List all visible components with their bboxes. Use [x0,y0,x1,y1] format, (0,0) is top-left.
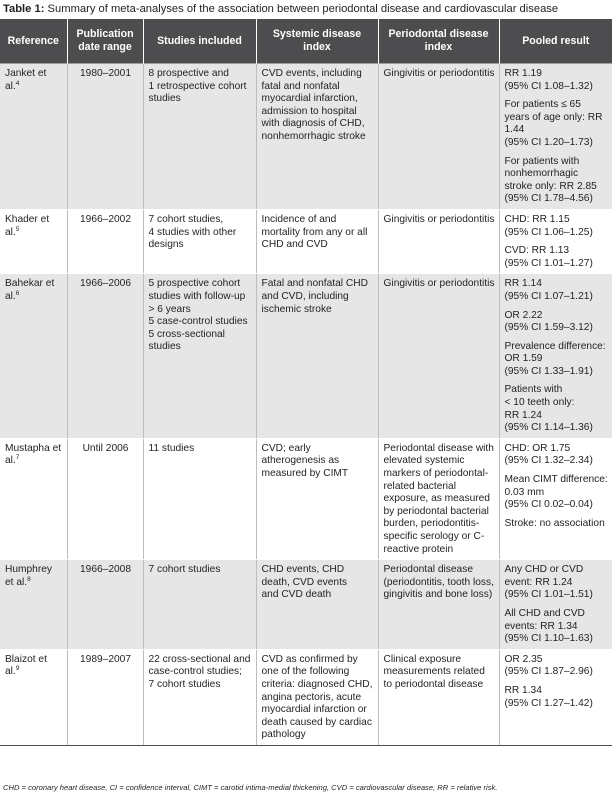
date-range-text: 1989–2007 [80,653,131,665]
cell-systemic-disease-index [256,209,378,273]
cell-periodontal-disease-index [378,274,499,439]
cell-reference [0,64,67,210]
cell-date-range [67,560,143,650]
table-row [0,560,612,650]
cell-periodontal-disease-index [378,64,499,210]
cell-studies-included [143,64,256,210]
table-row [0,438,612,559]
periodontal-text: Periodontal disease (periodontitis, tooth loss, gingivitis and bone loss) [383,564,494,601]
header-systemic-disease-index: Systemic disease index [256,19,378,64]
reference-number: 5 [15,225,20,233]
pooled-result-entry: Prevalence difference: OR 1.59 (95% CI 1.33–1.91) [504,340,606,377]
periodontal-text: Clinical exposure measurements related to periodontal disease [383,653,485,690]
table-row [0,649,612,745]
reference-text: Blaizot et al. [5,653,47,678]
reference-number: 4 [15,79,20,87]
pooled-result-entry: RR 1.34 (95% CI 1.27–1.42) [504,684,593,709]
systemic-text: CVD as confirmed by one of the following criteria: diagnosed CHD, angina pectoris, acute myocardial infarction or death caused by cardiac pathology [261,653,373,741]
reference-text: Bahekar et al. [5,278,55,302]
pooled-result-entry: RR 1.19 (95% CI 1.08–1.32) [504,68,593,92]
header-periodontal-disease-index: Periodontal disease index [378,19,499,64]
reference-number: 9 [15,665,20,673]
caption-text: Summary of meta-analyses of the association between periodontal disease and cardiovascular disease [44,3,559,15]
header-publication-date-range: Publication date range [67,19,143,64]
systemic-text: CHD events, CHD death, CVD events and CVD death [261,564,348,601]
cell-systemic-disease-index [256,438,378,559]
periodontal-text: Gingivitis or periodontitis [383,213,495,225]
studies-text: 5 prospective cohort studies with follow-up > 6 years 5 case-control studies 5 cross-sectional studies [148,278,248,353]
cell-systemic-disease-index [256,64,378,210]
studies-text: 22 cross-sectional and case-control studies; 7 cohort studies [148,653,251,690]
systemic-text: Incidence of and mortality from any or all CHD and CVD [261,213,368,251]
cell-date-range [67,64,143,210]
cell-date-range [67,438,143,559]
cell-reference [0,560,67,650]
table-row [0,209,612,273]
table-footnote: CHD = coronary heart disease, CI = confidence interval, CIMT = carotid intima-medial thickening, CVD = cardiovascular disease, RR = relative risk. [3,783,498,792]
cell-periodontal-disease-index [378,438,499,559]
cell-pooled-result [499,560,612,650]
header-studies-included: Studies included [143,19,256,64]
pooled-result-entry: OR 2.22 (95% CI 1.59–3.12) [504,309,593,334]
reference-text: Humphrey et al. [5,564,52,588]
reference-text: Khader et al. [5,213,50,238]
caption-label: Table 1: [3,3,45,15]
cell-systemic-disease-index [256,560,378,650]
cell-reference [0,209,67,273]
cell-date-range [67,274,143,439]
periodontal-text: Gingivitis or periodontitis [383,278,495,290]
header-pooled-result: Pooled result [499,19,612,64]
pooled-result-entry: RR 1.14 (95% CI 1.07–1.21) [504,278,593,302]
cell-systemic-disease-index [256,649,378,745]
cell-periodontal-disease-index [378,560,499,650]
cell-periodontal-disease-index [378,649,499,745]
table-header [0,19,612,64]
reference-number: 6 [15,289,20,297]
cell-periodontal-disease-index [378,209,499,273]
date-range-text: 1966–2002 [80,213,131,225]
reference-number: 8 [27,575,31,583]
cell-studies-included [143,560,256,650]
pooled-result-entry: CHD: RR 1.15 (95% CI 1.06–1.25) [504,213,593,238]
systemic-text: CVD; early atherogenesis as measured by CIMT [261,442,349,480]
date-range-text: 1966–2008 [80,564,131,576]
date-range-text: 1980–2001 [80,68,131,79]
table-body [0,64,612,746]
table-caption [3,2,558,16]
pooled-result-entry: For patients ≤ 65 years of age only: RR 1.44 (95% CI 1.20–1.73) [504,99,603,148]
cell-studies-included [143,209,256,273]
studies-text: 11 studies [148,442,195,454]
cell-pooled-result [499,438,612,559]
periodontal-text: Gingivitis or periodontitis [383,68,495,79]
cell-pooled-result [499,649,612,745]
studies-text: 8 prospective and 1 retrospective cohort studies [148,68,247,105]
cell-pooled-result [499,64,612,210]
meta-analysis-table [0,19,612,746]
reference-number: 7 [15,454,20,462]
systemic-text: CVD events, including fatal and nonfatal myocardial infarction, admission to hospital with diagnosis of CHD, nonhemorrhagic stroke [261,68,366,142]
cell-reference [0,649,67,745]
reference-text: Mustapha et al. [5,442,62,467]
pooled-result-entry: Patients with < 10 teeth only: RR 1.24 (95% CI 1.14–1.36) [504,384,593,434]
pooled-result-entry: Any CHD or CVD event: RR 1.24 (95% CI 1.01–1.51) [504,564,593,601]
cell-reference [0,438,67,559]
cell-systemic-disease-index [256,274,378,439]
cell-date-range [67,649,143,745]
studies-text: 7 cohort studies [148,564,221,576]
studies-text: 7 cohort studies, 4 studies with other designs [148,213,237,251]
pooled-result-entry: All CHD and CVD events: RR 1.34 (95% CI 1.10–1.63) [504,607,593,645]
pooled-result-entry: CHD: OR 1.75 (95% CI 1.32–2.34) [504,442,593,467]
cell-studies-included [143,649,256,745]
cell-studies-included [143,438,256,559]
cell-reference [0,274,67,439]
table-row [0,64,612,210]
date-range-text: 1966–2006 [80,278,131,290]
pooled-result-entry: Stroke: no association [504,517,605,529]
periodontal-text: Periodontal disease with elevated systemic markers of periodontal-related bacterial exposure, as measured by periodontal bacterial burden, periodontitis-specific serology or C-reactive protein [383,442,494,555]
reference-text: Janket et al. [5,68,47,92]
systemic-text: Fatal and nonfatal CHD and CVD, including ischemic stroke [261,278,368,315]
pooled-result-entry: OR 2.35 (95% CI 1.87–2.96) [504,653,593,678]
date-range-text: Until 2006 [82,442,129,454]
pooled-result-entry: For patients with nonhemorrhagic stroke only: RR 2.85 (95% CI 1.78–4.56) [504,155,597,205]
pooled-result-entry: CVD: RR 1.13 (95% CI 1.01–1.27) [504,245,593,269]
pooled-result-entry: Mean CIMT difference: 0.03 mm (95% CI 0.02–0.04) [504,474,608,511]
meta-analysis-table-container [0,19,612,746]
cell-pooled-result [499,274,612,439]
cell-pooled-result [499,209,612,273]
cell-studies-included [143,274,256,439]
header-reference: Reference [0,19,67,64]
table-row [0,274,612,439]
cell-date-range [67,209,143,273]
